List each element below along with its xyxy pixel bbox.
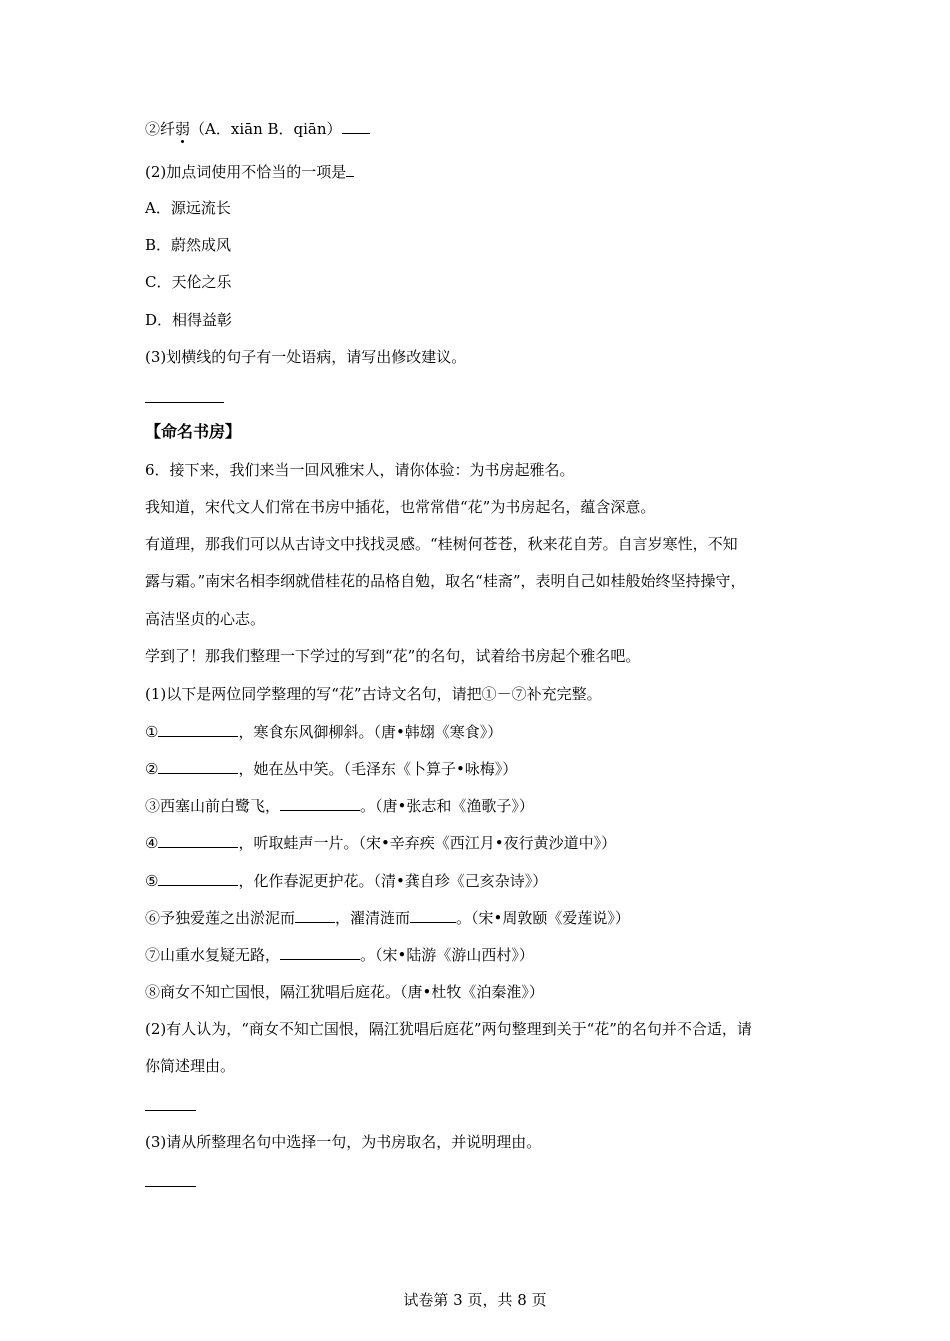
q2-prompt — [145, 161, 354, 182]
poem-text: ⑦山重水复疑无路， — [145, 946, 281, 964]
poem-line-2 — [145, 758, 517, 779]
q2-prompt-text: (2)加点词使用不恰当的一项是 — [145, 163, 347, 181]
poem-line-7 — [145, 944, 534, 965]
option-d: D．相得益彰 — [145, 311, 233, 329]
poem-number: ⑤ — [145, 872, 159, 890]
answer-blank[interactable] — [346, 161, 354, 177]
poem-text: 。（宋•周敦颐《爱莲说》） — [456, 909, 630, 927]
answer-blank[interactable] — [280, 944, 360, 960]
answer-blank[interactable] — [158, 721, 238, 737]
poem-line-1 — [145, 721, 502, 742]
item-2-options: （A．xiān B．qiān） — [190, 120, 342, 138]
poem-text: 。（唐•张志和《渔歌子》） — [360, 797, 534, 815]
poem-line-4 — [145, 832, 616, 853]
answer-blank[interactable] — [280, 795, 360, 811]
poem-line-8: ⑧商女不知亡国恨，隔江犹唱后庭花。（唐•杜牧《泊秦淮》） — [145, 983, 544, 1001]
sub-question-3-prompt: (3)请从所整理名句中选择一句，为书房取名，并说明理由。 — [145, 1133, 542, 1151]
poem-text: ，濯清涟而 — [335, 909, 411, 927]
page-footer: 试卷第 3 页，共 8 页 — [403, 1291, 547, 1309]
poem-text: ，寒食东风御柳斜。（唐•韩翃《寒食》） — [238, 723, 503, 741]
poem-line-5 — [145, 870, 547, 891]
sub-question-2-line1: (2)有人认为，“商女不知亡国恨，隔江犹唱后庭花”两句整理到关于“花”的名句并不合适，请 — [145, 1020, 752, 1038]
q3-prompt: (3)划横线的句子有一处语病，请写出修改建议。 — [145, 348, 467, 366]
answer-line[interactable] — [145, 1110, 196, 1111]
dotted-char: 弱 — [175, 120, 191, 138]
question-6-para2-line1: 有道理，那我们可以从古诗文中找找灵感。“桂树何苍苍，秋来花自芳。自言岁寒性，不知 — [145, 535, 738, 553]
poem-text: ，她在丛中笑。（毛泽东《卜算子•咏梅》） — [238, 760, 518, 778]
poem-text: ，听取蛙声一片。（宋•辛弃疾《西江月•夜行黄沙道中》） — [238, 834, 617, 852]
poem-number: ④ — [145, 834, 159, 852]
option-a: A．源远流长 — [145, 199, 231, 217]
section-heading: 【命名书房】 — [145, 422, 242, 441]
answer-blank[interactable] — [295, 907, 335, 923]
question-6-para3: 学到了！那我们整理一下学过的写到“花”的名句，试着给书房起个雅名吧。 — [145, 647, 641, 665]
sub-question-2-line2: 你简述理由。 — [145, 1057, 236, 1075]
poem-text: ③西塞山前白鹭飞， — [145, 797, 281, 815]
answer-blank[interactable] — [158, 870, 238, 886]
question-6-para2-line3: 高洁坚贞的心志。 — [145, 610, 266, 628]
poem-text: 。（宋•陆游《游山西村》） — [360, 946, 534, 964]
answer-blank[interactable] — [158, 832, 238, 848]
answer-blank[interactable] — [342, 118, 370, 134]
option-c: C．天伦之乐 — [145, 273, 232, 291]
poem-text: ⑥予独爱莲之出淤泥而 — [145, 909, 296, 927]
sub-question-1-prompt: (1)以下是两位同学整理的写“花”古诗文名句，请把①－⑦补充完整。 — [145, 685, 602, 703]
item-2-text: ②纤 — [145, 120, 176, 138]
answer-blank[interactable] — [158, 758, 238, 774]
poem-number: ② — [145, 760, 159, 778]
question-6-para2-line2: 露与霜。”南宋名相李纲就借桂花的品格自勉，取名“桂斋”，表明自己如桂般始终坚持操守， — [145, 572, 746, 590]
question-6-intro: 6．接下来，我们来当一回风雅宋人，请你体验：为书房起雅名。 — [145, 461, 575, 479]
question-6-para1: 我知道，宋代文人们常在书房中插花，也常常借“花”为书房起名，蕴含深意。 — [145, 498, 656, 516]
item-2-pinyin — [145, 118, 370, 139]
poem-number: ① — [145, 723, 159, 741]
answer-blank[interactable] — [410, 907, 456, 923]
option-b: B．蔚然成风 — [145, 236, 232, 254]
poem-text: ，化作春泥更护花。（清•龚自珍《己亥杂诗》） — [238, 872, 548, 890]
answer-line[interactable] — [145, 1186, 196, 1187]
poem-line-3 — [145, 795, 534, 816]
answer-line[interactable] — [145, 402, 224, 403]
poem-line-6 — [145, 907, 630, 928]
